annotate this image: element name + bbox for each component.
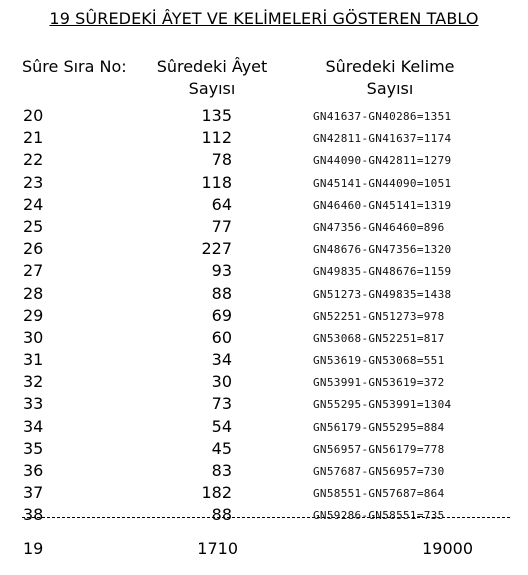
row-sure-no: 27	[23, 261, 44, 281]
table-row	[0, 172, 528, 194]
header-ayet-line1: Sûredeki Âyet	[156, 57, 268, 76]
row-kelime-formula: GN45141-GN44090=1051	[313, 176, 452, 190]
row-ayet-count: 227	[201, 239, 232, 259]
row-sure-no: 30	[23, 327, 44, 347]
table-row	[0, 438, 528, 460]
row-ayet-count: 73	[211, 394, 232, 414]
row-sure-no: 24	[23, 194, 44, 214]
row-ayet-count: 88	[211, 505, 232, 525]
row-ayet-count: 45	[211, 438, 232, 458]
row-sure-no: 26	[23, 239, 44, 259]
row-sure-no: 29	[23, 305, 44, 325]
row-sure-no: 34	[23, 416, 44, 436]
header-kelime-line1: Sûredeki Kelime	[325, 57, 455, 76]
row-kelime-formula: GN53991-GN53619=372	[313, 376, 445, 390]
row-sure-no: 31	[23, 350, 44, 370]
table-row	[0, 371, 528, 393]
table-row	[0, 260, 528, 282]
header-kelime	[316, 56, 464, 100]
row-kelime-formula: GN57687-GN56957=730	[313, 465, 445, 478]
table-row	[0, 216, 528, 238]
row-kelime-formula: GN56957-GN56179=778	[313, 442, 445, 456]
row-kelime-formula: GN52251-GN51273=978	[313, 309, 445, 323]
row-kelime-formula: GN41637-GN40286=1351	[313, 110, 452, 123]
row-ayet-count: 93	[211, 261, 232, 281]
row-ayet-count: 88	[211, 283, 232, 303]
row-kelime-formula: GN47356-GN46460=896	[313, 220, 445, 234]
table-row	[0, 416, 528, 438]
page-title: 19 SÛREDEKİ ÂYET VE KELİMELERİ GÖSTEREN TABLO	[49, 9, 479, 28]
row-ayet-count: 34	[211, 350, 232, 370]
table-row	[0, 283, 528, 305]
row-sure-no: 35	[23, 438, 44, 458]
row-ayet-count: 112	[201, 128, 232, 148]
row-ayet-count: 54	[211, 416, 232, 436]
row-sure-no: 21	[23, 128, 44, 148]
table-row	[0, 504, 528, 526]
row-sure-no: 20	[23, 106, 44, 125]
row-sure-no: 32	[23, 372, 44, 392]
row-kelime-formula: GN46460-GN45141=1319	[313, 198, 452, 212]
row-sure-no: 23	[23, 172, 44, 192]
row-kelime-formula: GN55295-GN53991=1304	[313, 398, 452, 412]
row-sure-no: 28	[23, 283, 44, 303]
row-sure-no: 33	[23, 394, 44, 414]
row-sure-no: 38	[23, 505, 44, 525]
row-kelime-formula: GN49835-GN48676=1159	[313, 265, 452, 279]
row-ayet-count: 69	[211, 305, 232, 325]
row-ayet-count: 60	[211, 327, 232, 347]
row-kelime-formula: GN44090-GN42811=1279	[313, 154, 452, 168]
total-ayet-count: 1710	[197, 539, 238, 558]
row-ayet-count: 78	[211, 150, 232, 170]
table-row	[0, 127, 528, 149]
row-kelime-formula: GN58551-GN57687=864	[313, 487, 445, 501]
row-ayet-count: 182	[201, 483, 232, 503]
row-sure-no: 36	[23, 461, 44, 480]
table-row	[0, 327, 528, 349]
header-ayet-line2: Sayısı	[188, 79, 236, 98]
table-row	[0, 393, 528, 415]
header-kelime-line2: Sayısı	[366, 79, 414, 98]
row-sure-no: 22	[23, 150, 44, 170]
table-row	[0, 305, 528, 327]
table-body	[0, 105, 528, 527]
table-row	[0, 460, 528, 482]
row-ayet-count: 135	[201, 106, 232, 125]
table-row	[0, 482, 528, 504]
row-kelime-formula: GN48676-GN47356=1320	[313, 243, 452, 257]
total-sure-count: 19	[23, 539, 44, 558]
header-ayet	[148, 56, 276, 100]
table-row	[0, 349, 528, 371]
row-ayet-count: 118	[201, 172, 232, 192]
row-ayet-count: 77	[211, 216, 232, 236]
table-row	[0, 238, 528, 260]
table-row	[0, 149, 528, 171]
row-ayet-count: 83	[211, 461, 232, 480]
row-ayet-count: 64	[211, 194, 232, 214]
row-sure-no: 37	[23, 483, 44, 503]
table-row	[0, 194, 528, 216]
row-ayet-count: 30	[211, 372, 232, 392]
row-kelime-formula: GN51273-GN49835=1438	[313, 287, 452, 301]
row-kelime-formula: GN53068-GN52251=817	[313, 331, 445, 345]
row-kelime-formula: GN59286-GN58551=735	[313, 509, 445, 523]
total-kelime-count: 19000	[422, 539, 473, 558]
header-sure-no: Sûre Sıra No:	[22, 57, 127, 76]
row-kelime-formula: GN42811-GN41637=1174	[313, 132, 452, 146]
row-sure-no: 25	[23, 216, 44, 236]
row-kelime-formula: GN56179-GN55295=884	[313, 420, 445, 434]
table-row	[0, 105, 528, 127]
row-kelime-formula: GN53619-GN53068=551	[313, 354, 445, 368]
dashed-divider	[22, 517, 510, 518]
